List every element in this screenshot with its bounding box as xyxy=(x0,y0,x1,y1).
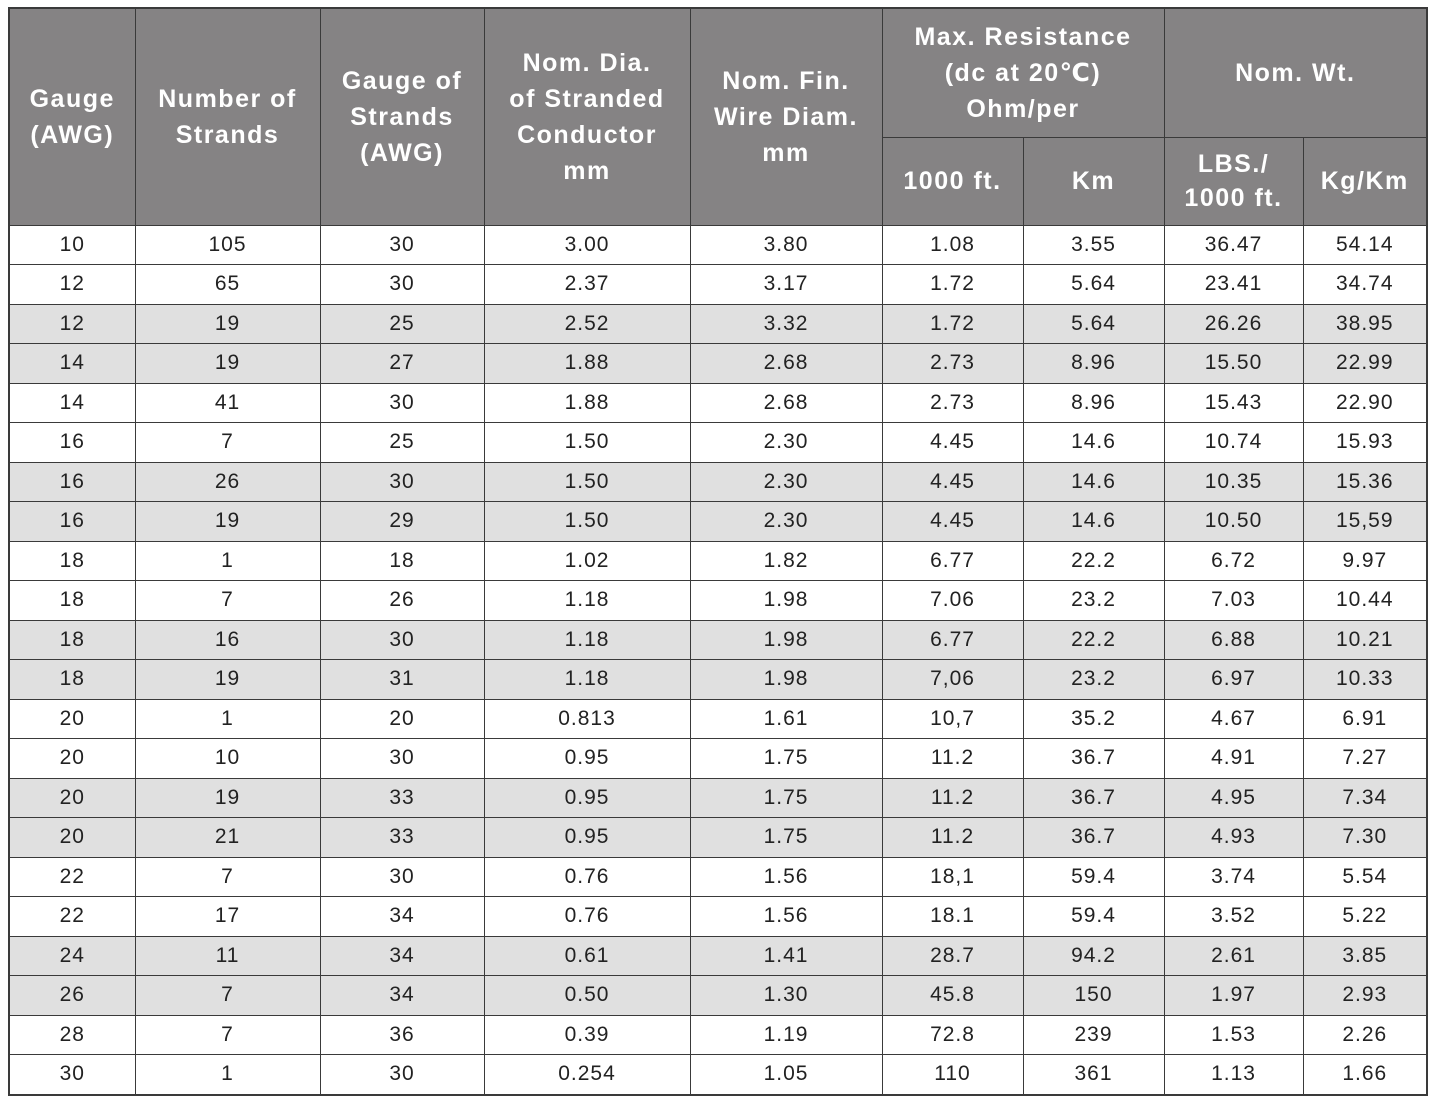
header-row-top xyxy=(9,8,1427,137)
cell-wt-lbs: 1.53 xyxy=(1164,1015,1303,1055)
table-row xyxy=(9,304,1427,344)
cell-res-1000ft: 110 xyxy=(882,1055,1023,1095)
cell-strands: 7 xyxy=(135,976,320,1016)
cell-wt-lbs: 7.03 xyxy=(1164,581,1303,621)
cell-strands: 1 xyxy=(135,541,320,581)
cell-res-km: 94.2 xyxy=(1023,936,1164,976)
cell-strands: 11 xyxy=(135,936,320,976)
cell-res-km: 361 xyxy=(1023,1055,1164,1095)
cell-strands: 1 xyxy=(135,699,320,739)
cell-wt-lbs: 23.41 xyxy=(1164,265,1303,305)
cell-wt-kg-km: 38.95 xyxy=(1303,304,1427,344)
cell-wt-lbs: 36.47 xyxy=(1164,225,1303,265)
cell-res-km: 22.2 xyxy=(1023,620,1164,660)
cell-strands: 1 xyxy=(135,1055,320,1095)
cell-strands: 19 xyxy=(135,778,320,818)
cell-gauge: 22 xyxy=(9,857,135,897)
cell-gauge-of-strands: 30 xyxy=(320,1055,484,1095)
cell-res-km: 14.6 xyxy=(1023,423,1164,463)
cell-gauge: 16 xyxy=(9,502,135,542)
cell-nom-fin-diam: 1.19 xyxy=(690,1015,882,1055)
cell-res-km: 36.7 xyxy=(1023,818,1164,858)
cell-wt-kg-km: 10.44 xyxy=(1303,581,1427,621)
cell-strands: 19 xyxy=(135,344,320,384)
cell-gauge-of-strands: 30 xyxy=(320,265,484,305)
cell-wt-kg-km: 6.91 xyxy=(1303,699,1427,739)
cell-res-km: 59.4 xyxy=(1023,897,1164,937)
cell-gauge: 16 xyxy=(9,423,135,463)
cell-wt-lbs: 10.50 xyxy=(1164,502,1303,542)
cell-res-km: 36.7 xyxy=(1023,739,1164,779)
cell-res-km: 150 xyxy=(1023,976,1164,1016)
cell-gauge: 14 xyxy=(9,344,135,384)
cell-nom-dia: 1.88 xyxy=(484,344,690,384)
cell-wt-lbs: 10.35 xyxy=(1164,462,1303,502)
table-row xyxy=(9,699,1427,739)
cell-strands: 41 xyxy=(135,383,320,423)
cell-gauge-of-strands: 25 xyxy=(320,304,484,344)
cell-res-km: 3.55 xyxy=(1023,225,1164,265)
cell-strands: 7 xyxy=(135,581,320,621)
table-row xyxy=(9,1015,1427,1055)
cell-wt-kg-km: 22.99 xyxy=(1303,344,1427,384)
cell-gauge-of-strands: 30 xyxy=(320,383,484,423)
table-row xyxy=(9,344,1427,384)
cell-wt-lbs: 6.97 xyxy=(1164,660,1303,700)
header-nom-wt: Nom. Wt. xyxy=(1164,8,1427,137)
cell-gauge: 20 xyxy=(9,699,135,739)
cell-wt-kg-km: 7.34 xyxy=(1303,778,1427,818)
cell-nom-fin-diam: 3.32 xyxy=(690,304,882,344)
cell-nom-fin-diam: 1.41 xyxy=(690,936,882,976)
table-row xyxy=(9,620,1427,660)
cell-nom-fin-diam: 1.75 xyxy=(690,778,882,818)
cell-strands: 7 xyxy=(135,423,320,463)
cell-nom-dia: 0.254 xyxy=(484,1055,690,1095)
cell-gauge-of-strands: 36 xyxy=(320,1015,484,1055)
cell-wt-kg-km: 10.33 xyxy=(1303,660,1427,700)
cell-nom-dia: 1.18 xyxy=(484,620,690,660)
cell-strands: 26 xyxy=(135,462,320,502)
cell-wt-kg-km: 22.90 xyxy=(1303,383,1427,423)
cell-gauge: 24 xyxy=(9,936,135,976)
cell-res-1000ft: 2.73 xyxy=(882,344,1023,384)
table-row xyxy=(9,541,1427,581)
cell-gauge: 30 xyxy=(9,1055,135,1095)
cell-res-1000ft: 11.2 xyxy=(882,739,1023,779)
cell-res-1000ft: 1.72 xyxy=(882,265,1023,305)
cell-gauge-of-strands: 30 xyxy=(320,620,484,660)
cell-gauge: 12 xyxy=(9,265,135,305)
cell-wt-lbs: 4.93 xyxy=(1164,818,1303,858)
cell-wt-kg-km: 1.66 xyxy=(1303,1055,1427,1095)
cell-nom-dia: 0.39 xyxy=(484,1015,690,1055)
cell-wt-kg-km: 10.21 xyxy=(1303,620,1427,660)
cell-gauge-of-strands: 25 xyxy=(320,423,484,463)
cell-wt-kg-km: 9.97 xyxy=(1303,541,1427,581)
cell-res-km: 8.96 xyxy=(1023,344,1164,384)
header-nom-fin-wire-diam: Nom. Fin. Wire Diam. mm xyxy=(690,8,882,225)
cell-nom-dia: 0.95 xyxy=(484,778,690,818)
cell-strands: 19 xyxy=(135,304,320,344)
cell-wt-kg-km: 15.36 xyxy=(1303,462,1427,502)
cell-wt-lbs: 1.97 xyxy=(1164,976,1303,1016)
cell-res-1000ft: 7.06 xyxy=(882,581,1023,621)
table-row xyxy=(9,660,1427,700)
table-row xyxy=(9,897,1427,937)
cell-strands: 19 xyxy=(135,502,320,542)
cell-strands: 10 xyxy=(135,739,320,779)
cell-res-1000ft: 4.45 xyxy=(882,502,1023,542)
table-row xyxy=(9,423,1427,463)
cell-res-km: 239 xyxy=(1023,1015,1164,1055)
header-nom-dia: Nom. Dia. of Stranded Conductor mm xyxy=(484,8,690,225)
table-row xyxy=(9,857,1427,897)
cell-gauge-of-strands: 18 xyxy=(320,541,484,581)
cell-gauge-of-strands: 34 xyxy=(320,976,484,1016)
header-gauge-of-strands: Gauge of Strands (AWG) xyxy=(320,8,484,225)
cell-wt-kg-km: 7.30 xyxy=(1303,818,1427,858)
cell-res-km: 35.2 xyxy=(1023,699,1164,739)
table-row xyxy=(9,976,1427,1016)
wire-spec-table-container xyxy=(8,7,1426,1092)
cell-res-km: 36.7 xyxy=(1023,778,1164,818)
cell-wt-lbs: 4.91 xyxy=(1164,739,1303,779)
cell-nom-fin-diam: 1.61 xyxy=(690,699,882,739)
cell-nom-fin-diam: 1.75 xyxy=(690,818,882,858)
cell-res-1000ft: 72.8 xyxy=(882,1015,1023,1055)
cell-gauge-of-strands: 31 xyxy=(320,660,484,700)
cell-wt-lbs: 3.52 xyxy=(1164,897,1303,937)
cell-gauge-of-strands: 34 xyxy=(320,897,484,937)
cell-nom-dia: 2.37 xyxy=(484,265,690,305)
cell-gauge-of-strands: 27 xyxy=(320,344,484,384)
cell-nom-fin-diam: 2.30 xyxy=(690,423,882,463)
cell-wt-kg-km: 15,59 xyxy=(1303,502,1427,542)
cell-res-1000ft: 11.2 xyxy=(882,818,1023,858)
cell-wt-kg-km: 5.54 xyxy=(1303,857,1427,897)
cell-wt-kg-km: 34.74 xyxy=(1303,265,1427,305)
cell-gauge: 12 xyxy=(9,304,135,344)
cell-nom-dia: 0.76 xyxy=(484,897,690,937)
cell-nom-fin-diam: 3.17 xyxy=(690,265,882,305)
table-row xyxy=(9,1055,1427,1095)
cell-gauge-of-strands: 33 xyxy=(320,818,484,858)
cell-gauge-of-strands: 30 xyxy=(320,225,484,265)
cell-res-1000ft: 18,1 xyxy=(882,857,1023,897)
table-header xyxy=(9,8,1427,225)
cell-gauge-of-strands: 30 xyxy=(320,739,484,779)
cell-strands: 7 xyxy=(135,857,320,897)
cell-wt-kg-km: 2.93 xyxy=(1303,976,1427,1016)
cell-gauge: 28 xyxy=(9,1015,135,1055)
table-row xyxy=(9,936,1427,976)
cell-nom-dia: 0.50 xyxy=(484,976,690,1016)
table-row xyxy=(9,581,1427,621)
wire-spec-table xyxy=(8,7,1428,1096)
cell-nom-fin-diam: 1.05 xyxy=(690,1055,882,1095)
cell-wt-lbs: 1.13 xyxy=(1164,1055,1303,1095)
cell-strands: 65 xyxy=(135,265,320,305)
header-number-of-strands: Number of Strands xyxy=(135,8,320,225)
cell-gauge-of-strands: 30 xyxy=(320,857,484,897)
cell-gauge-of-strands: 30 xyxy=(320,462,484,502)
cell-nom-dia: 0.61 xyxy=(484,936,690,976)
cell-strands: 19 xyxy=(135,660,320,700)
cell-res-1000ft: 28.7 xyxy=(882,936,1023,976)
cell-nom-fin-diam: 2.68 xyxy=(690,383,882,423)
cell-wt-lbs: 15.50 xyxy=(1164,344,1303,384)
cell-res-1000ft: 2.73 xyxy=(882,383,1023,423)
header-wt-kg-km: Kg/Km xyxy=(1303,137,1427,225)
cell-nom-fin-diam: 2.68 xyxy=(690,344,882,384)
cell-nom-dia: 3.00 xyxy=(484,225,690,265)
cell-res-km: 59.4 xyxy=(1023,857,1164,897)
cell-gauge: 26 xyxy=(9,976,135,1016)
cell-nom-fin-diam: 2.30 xyxy=(690,462,882,502)
cell-gauge: 22 xyxy=(9,897,135,937)
cell-res-1000ft: 10,7 xyxy=(882,699,1023,739)
cell-res-1000ft: 4.45 xyxy=(882,462,1023,502)
cell-gauge-of-strands: 33 xyxy=(320,778,484,818)
table-row xyxy=(9,383,1427,423)
cell-res-1000ft: 7,06 xyxy=(882,660,1023,700)
cell-res-km: 5.64 xyxy=(1023,304,1164,344)
table-body xyxy=(9,225,1427,1095)
cell-gauge-of-strands: 26 xyxy=(320,581,484,621)
cell-gauge: 16 xyxy=(9,462,135,502)
cell-gauge-of-strands: 34 xyxy=(320,936,484,976)
cell-nom-dia: 2.52 xyxy=(484,304,690,344)
cell-gauge: 18 xyxy=(9,541,135,581)
cell-nom-fin-diam: 3.80 xyxy=(690,225,882,265)
header-max-resistance: Max. Resistance (dc at 20℃) Ohm/per xyxy=(882,8,1164,137)
cell-res-1000ft: 6.77 xyxy=(882,620,1023,660)
cell-nom-dia: 1.50 xyxy=(484,502,690,542)
cell-gauge-of-strands: 20 xyxy=(320,699,484,739)
cell-res-1000ft: 4.45 xyxy=(882,423,1023,463)
cell-nom-fin-diam: 1.30 xyxy=(690,976,882,1016)
table-row xyxy=(9,739,1427,779)
cell-gauge: 20 xyxy=(9,739,135,779)
cell-res-1000ft: 1.72 xyxy=(882,304,1023,344)
cell-gauge: 20 xyxy=(9,778,135,818)
header-res-km: Km xyxy=(1023,137,1164,225)
cell-strands: 7 xyxy=(135,1015,320,1055)
cell-gauge: 18 xyxy=(9,660,135,700)
cell-nom-dia: 0.95 xyxy=(484,739,690,779)
cell-nom-fin-diam: 1.98 xyxy=(690,581,882,621)
cell-nom-dia: 1.50 xyxy=(484,423,690,463)
cell-res-km: 22.2 xyxy=(1023,541,1164,581)
table-row xyxy=(9,225,1427,265)
table-row xyxy=(9,462,1427,502)
cell-res-km: 14.6 xyxy=(1023,502,1164,542)
cell-wt-kg-km: 7.27 xyxy=(1303,739,1427,779)
cell-res-km: 5.64 xyxy=(1023,265,1164,305)
cell-wt-lbs: 15.43 xyxy=(1164,383,1303,423)
cell-nom-fin-diam: 1.98 xyxy=(690,660,882,700)
cell-res-1000ft: 11.2 xyxy=(882,778,1023,818)
cell-gauge-of-strands: 29 xyxy=(320,502,484,542)
table-row xyxy=(9,778,1427,818)
cell-wt-lbs: 2.61 xyxy=(1164,936,1303,976)
cell-res-1000ft: 45.8 xyxy=(882,976,1023,1016)
cell-nom-dia: 1.18 xyxy=(484,660,690,700)
cell-nom-dia: 1.02 xyxy=(484,541,690,581)
table-row xyxy=(9,265,1427,305)
cell-wt-kg-km: 2.26 xyxy=(1303,1015,1427,1055)
cell-res-km: 23.2 xyxy=(1023,581,1164,621)
cell-gauge: 20 xyxy=(9,818,135,858)
table-row xyxy=(9,818,1427,858)
header-gauge: Gauge (AWG) xyxy=(9,8,135,225)
cell-nom-fin-diam: 2.30 xyxy=(690,502,882,542)
cell-gauge: 10 xyxy=(9,225,135,265)
cell-nom-fin-diam: 1.56 xyxy=(690,897,882,937)
cell-wt-kg-km: 15.93 xyxy=(1303,423,1427,463)
cell-gauge: 18 xyxy=(9,581,135,621)
cell-wt-lbs: 10.74 xyxy=(1164,423,1303,463)
cell-nom-dia: 1.50 xyxy=(484,462,690,502)
cell-nom-fin-diam: 1.56 xyxy=(690,857,882,897)
cell-wt-kg-km: 5.22 xyxy=(1303,897,1427,937)
header-res-1000ft: 1000 ft. xyxy=(882,137,1023,225)
cell-wt-lbs: 3.74 xyxy=(1164,857,1303,897)
cell-res-km: 8.96 xyxy=(1023,383,1164,423)
cell-strands: 21 xyxy=(135,818,320,858)
cell-strands: 105 xyxy=(135,225,320,265)
cell-wt-lbs: 6.72 xyxy=(1164,541,1303,581)
cell-strands: 17 xyxy=(135,897,320,937)
cell-strands: 16 xyxy=(135,620,320,660)
cell-gauge: 18 xyxy=(9,620,135,660)
cell-wt-lbs: 4.95 xyxy=(1164,778,1303,818)
cell-nom-dia: 0.95 xyxy=(484,818,690,858)
cell-res-km: 14.6 xyxy=(1023,462,1164,502)
cell-nom-dia: 1.88 xyxy=(484,383,690,423)
table-row xyxy=(9,502,1427,542)
cell-nom-fin-diam: 1.98 xyxy=(690,620,882,660)
cell-res-1000ft: 1.08 xyxy=(882,225,1023,265)
cell-wt-lbs: 4.67 xyxy=(1164,699,1303,739)
cell-wt-lbs: 26.26 xyxy=(1164,304,1303,344)
cell-wt-kg-km: 3.85 xyxy=(1303,936,1427,976)
cell-nom-dia: 0.76 xyxy=(484,857,690,897)
cell-wt-kg-km: 54.14 xyxy=(1303,225,1427,265)
header-wt-lbs: LBS./ 1000 ft. xyxy=(1164,137,1303,225)
cell-nom-fin-diam: 1.75 xyxy=(690,739,882,779)
cell-nom-fin-diam: 1.82 xyxy=(690,541,882,581)
cell-res-1000ft: 18.1 xyxy=(882,897,1023,937)
cell-res-km: 23.2 xyxy=(1023,660,1164,700)
cell-nom-dia: 1.18 xyxy=(484,581,690,621)
cell-res-1000ft: 6.77 xyxy=(882,541,1023,581)
cell-nom-dia: 0.813 xyxy=(484,699,690,739)
cell-wt-lbs: 6.88 xyxy=(1164,620,1303,660)
cell-gauge: 14 xyxy=(9,383,135,423)
